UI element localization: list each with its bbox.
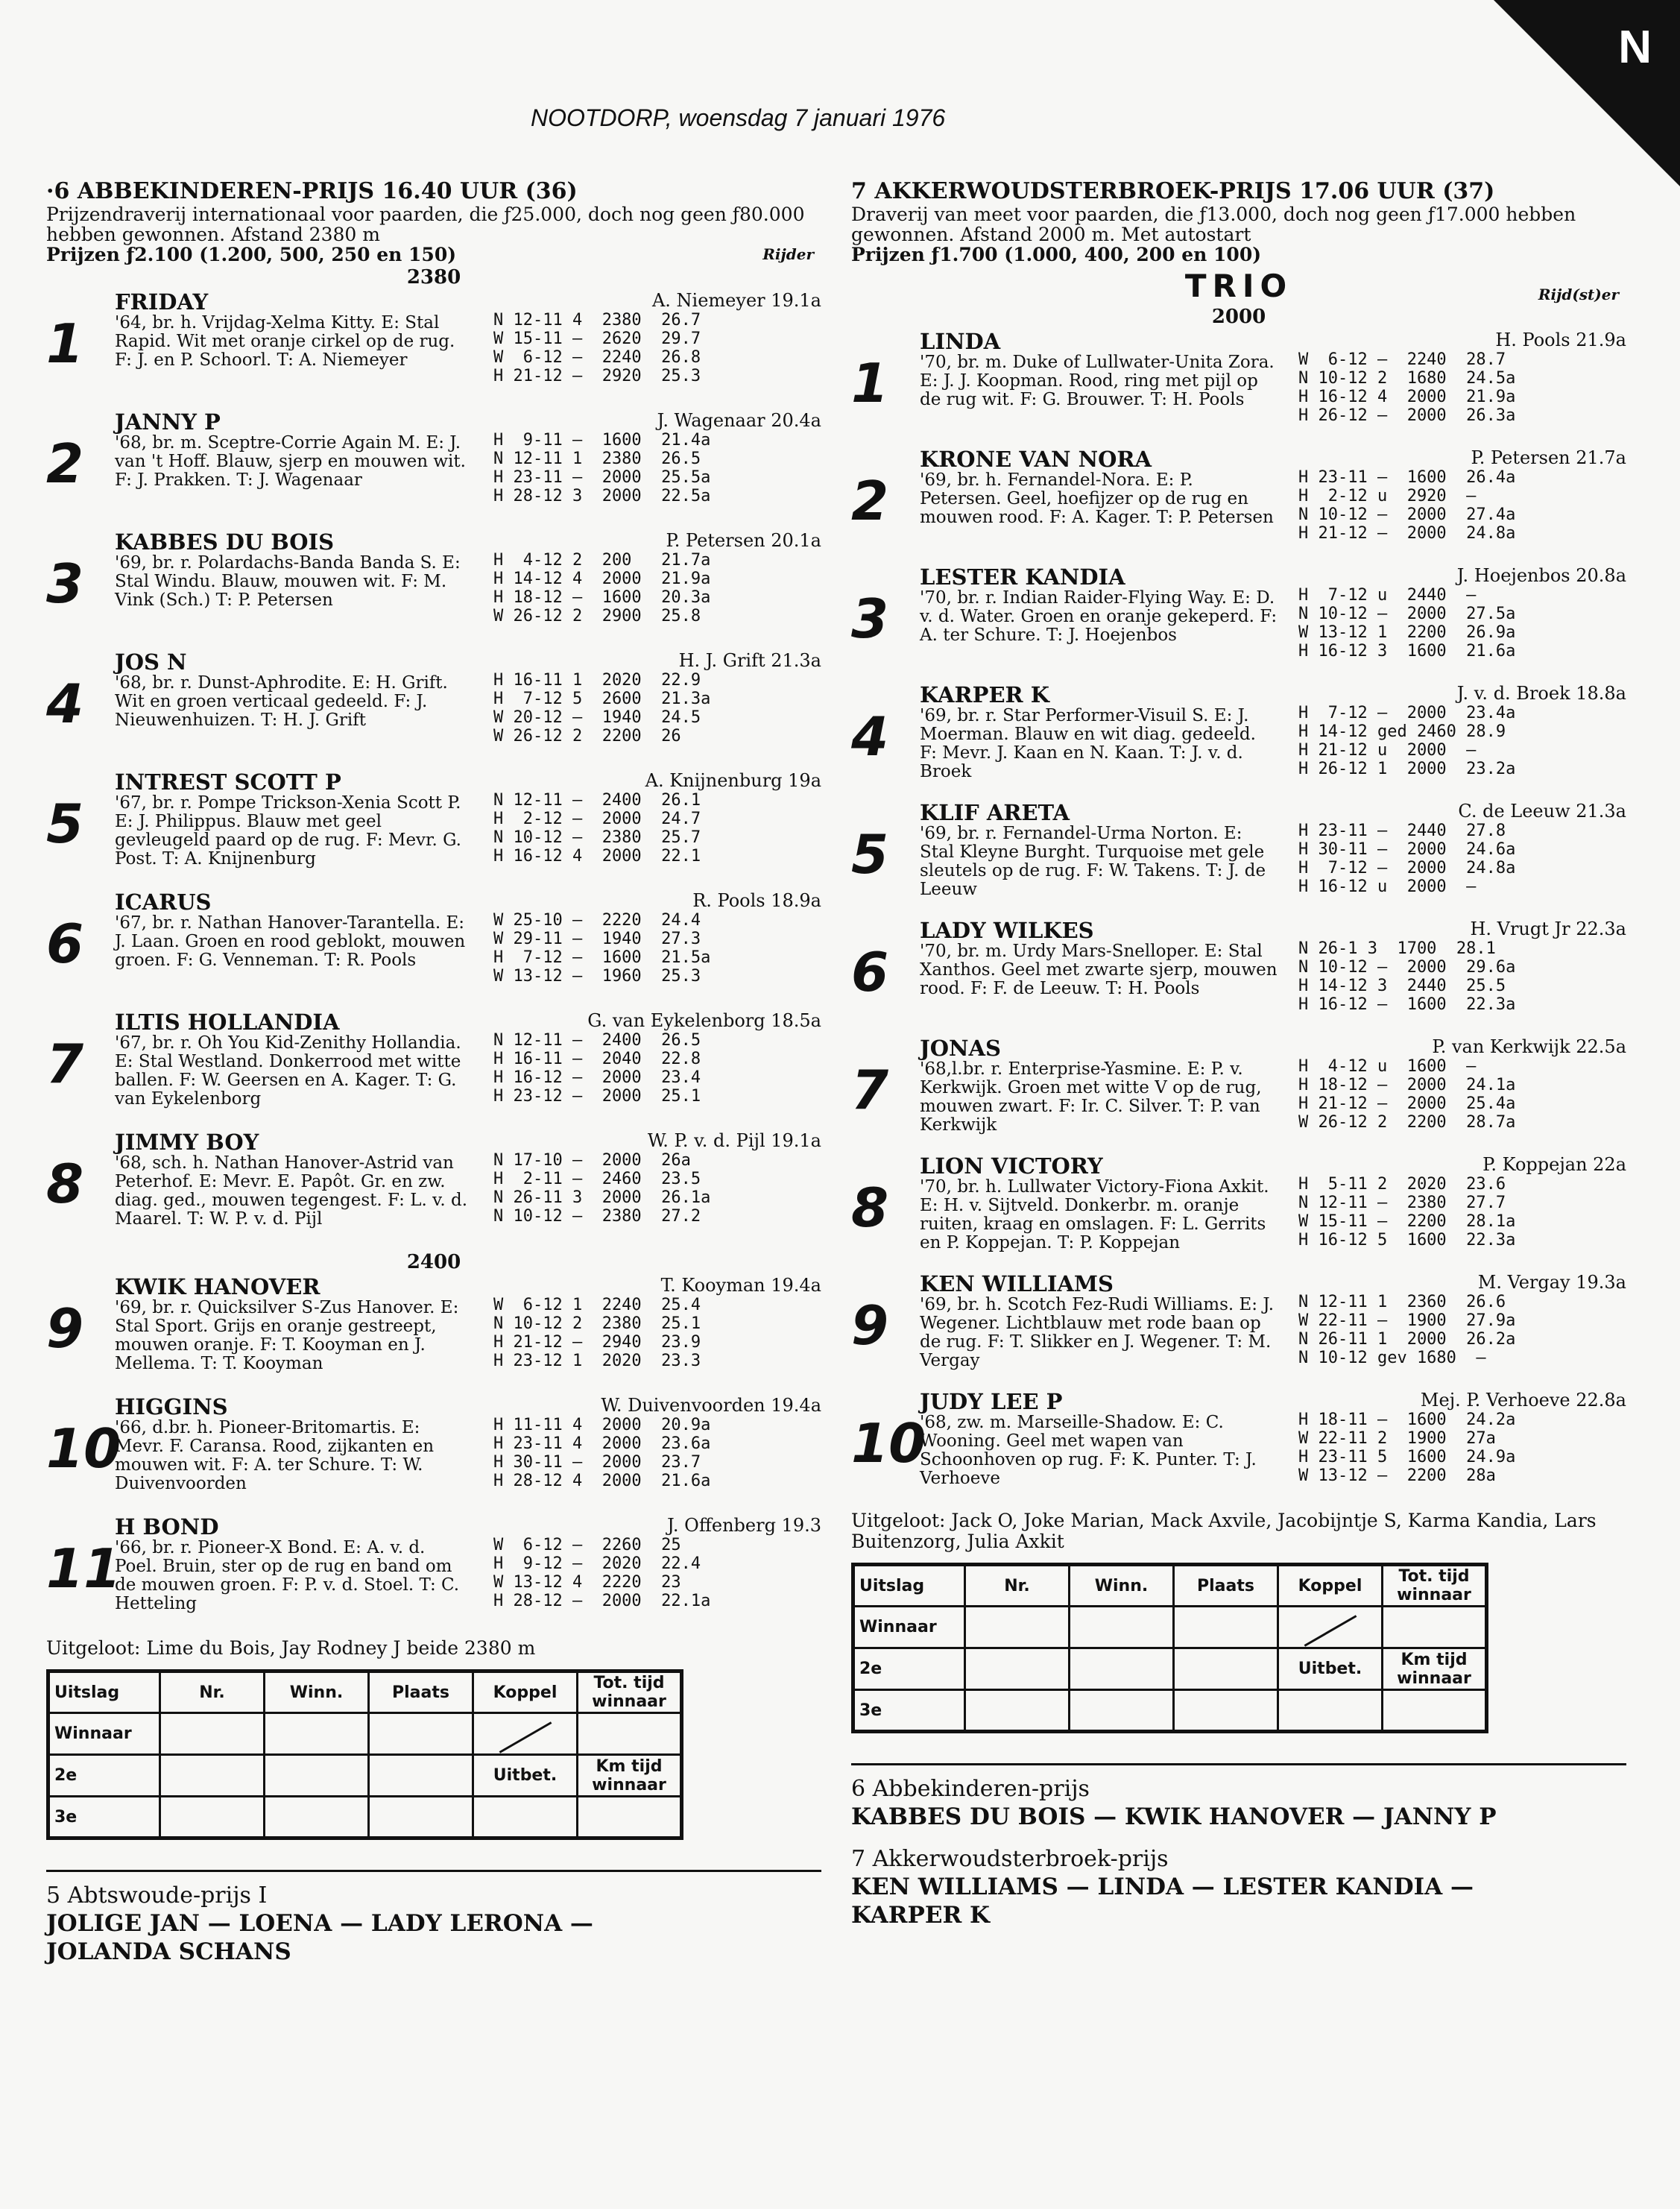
start-number: 10 — [851, 1412, 926, 1475]
result-input-cell[interactable] — [965, 1648, 1070, 1690]
horse-entry — [46, 890, 821, 1010]
prizes-text: Prijzen ƒ2.100 (1.200, 500, 250 en 150) — [46, 244, 457, 265]
prizes-text: Prijzen ƒ1.700 (1.000, 400, 200 en 100) — [851, 244, 1262, 265]
summary-line: JOLIGE JAN — LOENA — LADY LERONA — — [46, 1910, 593, 1937]
start-number: 8 — [851, 1176, 889, 1239]
form-lines: W 6-12 — 2240 28.7 N 10-12 2 1680 24.5a H 16-12 4 2000 21.9a H 26-12 — 2000 26.3a — [1298, 350, 1516, 425]
koppel-slash-cell — [473, 1713, 578, 1755]
driver-rating: H. J. Grift 21.3a — [678, 650, 821, 671]
driver-rating: G. van Eykelenborg 18.5a — [587, 1010, 821, 1031]
summary-line: JOLANDA SCHANS — [46, 1938, 291, 1965]
result-summary — [851, 1763, 1626, 1831]
race-description: Draverij van meet voor paarden, die ƒ13.000, doch nog geen ƒ17.000 hebben gewonnen. Afstand 2000 m. Met autostart — [851, 204, 1576, 245]
form-lines: H 23-11 — 2440 27.8 H 30-11 — 2000 24.6a H 7-12 — 2000 24.8a H 16-12 u 2000 — — [1298, 822, 1516, 896]
race-heading: 7 AKKERWOUDSTERBROEK-PRIJS 17.06 UUR (37) — [851, 178, 1495, 204]
start-number: 3 — [851, 587, 889, 650]
horse-name: H BOND — [115, 1514, 219, 1540]
result-header-cell: Uitslag — [48, 1671, 160, 1713]
horse-entry — [46, 410, 821, 530]
summary-line: KARPER K — [851, 1902, 990, 1929]
result-input-cell[interactable] — [160, 1713, 265, 1755]
form-lines: H 23-11 — 1600 26.4a H 2-12 u 2920 — N 10-12 — 2000 27.4a H 21-12 — 2000 24.8a — [1298, 468, 1516, 543]
start-number: 11 — [46, 1537, 121, 1600]
summary-title: 5 Abtswoude-prijs I — [46, 1882, 268, 1909]
form-lines: H 11-11 4 2000 20.9a H 23-11 4 2000 23.6a H 30-11 — 2000 23.7 H 28-12 4 2000 21.6a — [493, 1416, 711, 1490]
result-table — [46, 1669, 683, 1840]
result-summary — [851, 1835, 1626, 1929]
start-number: 6 — [851, 941, 889, 1003]
form-lines: H 9-11 — 1600 21.4a N 12-11 1 2380 26.5 H 23-11 — 2000 25.5a H 28-12 3 2000 22.5a — [493, 431, 711, 505]
horse-name: LESTER KANDIA — [920, 564, 1125, 590]
result-row — [853, 1648, 1487, 1690]
form-lines: H 7-12 — 2000 23.4a H 14-12 ged 2460 28.9 H 21-12 u 2000 — H 26-12 1 2000 23.2a — [1298, 704, 1516, 778]
horse-name: INTREST SCOTT P — [115, 769, 341, 795]
horse-info: '70, br. m. Duke of Lullwater-Unita Zora. E: J. J. Koopman. Rood, ring met pijl op de rug wit. F: G. Brouwer. T: H. Pools — [920, 353, 1275, 409]
horse-entry — [46, 1395, 821, 1515]
horse-info: '66, d.br. h. Pioneer-Britomartis. E: Mevr. F. Caransa. Rood, zijkanten en mouwen wit. F: A. ter Schure. T: W. Duivenvoorden — [115, 1418, 435, 1493]
result-input-cell[interactable] — [1383, 1690, 1487, 1732]
horse-name: ICARUS — [115, 889, 212, 915]
horse-info: '64, br. h. Vrijdag-Xelma Kitty. E: Stal Rapid. Wit met oranje cirkel op de rug. F: J. en P. Schoorl. T: A. Niemeyer — [115, 313, 455, 370]
horse-info: '67, br. r. Nathan Hanover-Tarantella. E: J. Laan. Groen en rood geblokt, mouwen groen. F: G. Venneman. T: R. Pools — [115, 913, 466, 970]
horse-name: JONAS — [920, 1036, 1001, 1061]
race-7-column — [851, 179, 1626, 1929]
dateline: NOOTDORP, woensdag 7 januari 1976 — [531, 104, 946, 131]
horse-name: JUDY LEE P — [920, 1389, 1063, 1414]
driver-rating: M. Vergay 19.3a — [1477, 1272, 1626, 1293]
result-input-cell[interactable] — [965, 1607, 1070, 1648]
form-lines: N 12-11 4 2380 26.7 W 15-11 — 2620 29.7 W 6-12 — 2240 26.8 H 21-12 — 2920 25.3 — [493, 311, 701, 385]
horse-info: '66, br. r. Pioneer-X Bond. E: A. v. d. Poel. Bruin, ster op de rug en band om de mouwen groen. F: P. v. d. Stoel. T: C. Hetteling — [115, 1538, 460, 1613]
horse-name: JIMMY BOY — [115, 1129, 259, 1155]
horse-entry — [46, 650, 821, 770]
horse-entry — [851, 1390, 1626, 1507]
result-row-label: Winnaar — [853, 1607, 965, 1648]
result-header-cell: Tot. tijd winnaar — [1383, 1565, 1487, 1607]
start-number: 6 — [46, 913, 84, 975]
result-input-cell[interactable] — [473, 1797, 578, 1838]
result-header-cell: Nr. — [965, 1565, 1070, 1607]
horse-name: HIGGINS — [115, 1394, 228, 1419]
result-input-cell[interactable] — [1174, 1648, 1278, 1690]
result-header-cell: Koppel — [473, 1671, 578, 1713]
horse-info: '69, br. r. Star Performer-Visuil S. E: J. Moerman. Blauw en wit diag. gedeeld. F: Mevr. J. Kaan en N. Kaan. T: J. v. d. Broek — [920, 706, 1256, 781]
excluded-horses: Uitgeloot: Lime du Bois, Jay Rodney J beide 2380 m — [46, 1637, 536, 1659]
uitbet-cell: Uitbet. — [473, 1755, 578, 1797]
result-row-label: 2e — [853, 1648, 965, 1690]
horse-info: '70, br. r. Indian Raider-Flying Way. E: D. v. d. Water. Groen en oranje gekeperd. F: A. ter Schure. T: J. Hoejenbos — [920, 588, 1278, 645]
result-input-cell[interactable] — [160, 1797, 265, 1838]
driver-rating: Mej. P. Verhoeve 22.8a — [1420, 1390, 1626, 1411]
summary-title: 7 Akkerwoudsterbroek-prijs — [851, 1846, 1169, 1872]
horse-entry — [851, 801, 1626, 918]
result-input-cell[interactable] — [965, 1690, 1070, 1732]
result-input-cell[interactable] — [265, 1713, 369, 1755]
horse-info: '69, br. r. Fernandel-Urma Norton. E: Stal Kleyne Burght. Turquoise met gele sleutels op de rug. F: W. Takens. T: J. de Leeuw — [920, 824, 1266, 899]
horse-info: '69, br. r. Quicksilver S-Zus Hanover. E: Stal Sport. Grijs en oranje gestreept, mouwen oranje. F: T. Kooyman en J. Mellema. T: T. Kooyman — [115, 1298, 459, 1373]
rijder-label: Rijder — [762, 245, 814, 263]
result-header-cell: Plaats — [1174, 1565, 1278, 1607]
horse-info: '68, sch. h. Nathan Hanover-Astrid van Peterhof. E: Mevr. E. Papôt. Gr. en zw. diag. ged., mouwen tegengest. F: L. v. d. Maarel. T: W. P. v. d. Pijl — [115, 1153, 468, 1229]
form-lines: W 6-12 1 2240 25.4 N 10-12 2 2380 25.1 H 21-12 — 2940 23.9 H 23-12 1 2020 23.3 — [493, 1296, 701, 1370]
horse-entry — [851, 330, 1626, 447]
driver-rating: W. P. v. d. Pijl 19.1a — [647, 1130, 821, 1151]
driver-rating: A. Niemeyer 19.1a — [651, 290, 821, 311]
horse-entry — [46, 530, 821, 650]
horse-entry — [851, 918, 1626, 1036]
horse-name: KLIF ARETA — [920, 800, 1070, 825]
distance-label: 2380 — [406, 266, 461, 289]
result-input-cell[interactable] — [1383, 1607, 1487, 1648]
result-input-cell[interactable] — [578, 1713, 682, 1755]
result-input-cell[interactable] — [265, 1755, 369, 1797]
driver-rating: T. Kooyman 19.4a — [660, 1275, 821, 1296]
driver-rating: R. Pools 18.9a — [692, 890, 821, 911]
start-number: 2 — [851, 470, 889, 532]
driver-rating: H. Vrugt Jr 22.3a — [1470, 918, 1626, 939]
start-number: 10 — [46, 1417, 121, 1480]
result-input-cell[interactable] — [369, 1755, 473, 1797]
result-header-cell: Nr. — [160, 1671, 265, 1713]
result-input-cell[interactable] — [1070, 1607, 1174, 1648]
result-header-cell: Plaats — [369, 1671, 473, 1713]
corner-badge — [1494, 0, 1680, 186]
horse-entry — [851, 683, 1626, 801]
form-lines: N 26-1 3 1700 28.1 N 10-12 — 2000 29.6a H 14-12 3 2440 25.5 H 16-12 — 1600 22.3a — [1298, 939, 1516, 1014]
horse-info: '69, br. r. Polardachs-Banda Banda S. E: Stal Windu. Blauw, mouwen wit. F: M. Vink (Sch.) T: P. Petersen — [115, 553, 461, 610]
form-lines: H 16-11 1 2020 22.9 H 7-12 5 2600 21.3a W 20-12 — 1940 24.5 W 26-12 2 2200 26 — [493, 671, 711, 746]
driver-rating: A. Knijnenburg 19a — [645, 770, 821, 791]
start-number: 9 — [851, 1294, 889, 1357]
horse-info: '68, br. m. Sceptre-Corrie Again M. E: J. van 't Hoff. Blauw, sjerp en mouwen wit. F: J. Prakken. T: J. Wagenaar — [115, 433, 466, 490]
start-number: 2 — [46, 432, 84, 495]
start-number: 9 — [46, 1297, 84, 1360]
driver-rating: P. Koppejan 22a — [1482, 1154, 1626, 1175]
start-number: 7 — [851, 1059, 889, 1121]
horse-info: '67, br. r. Oh You Kid-Zenithy Hollandia. E: Stal Westland. Donkerrood met witte ballen. F: W. Geersen en A. Kager. T: G. van Eykelenborg — [115, 1033, 461, 1109]
result-input-cell[interactable] — [578, 1797, 682, 1838]
start-number: 1 — [851, 352, 889, 415]
horse-info: '69, br. h. Scotch Fez-Rudi Williams. E: J. Wegener. Lichtblauw met rode baan op de rug. F: T. Slikker en J. Wegener. T: M. Vergay — [920, 1295, 1275, 1370]
form-lines: H 4-12 2 200 21.7a H 14-12 4 2000 21.9a H 18-12 — 1600 20.3a W 26-12 2 2900 25.8 — [493, 551, 711, 625]
horse-name: JOS N — [115, 649, 187, 675]
horse-info: '68, zw. m. Marseille-Shadow. E: C. Wooning. Geel met wapen van Schoonhoven op rug. F: K. Punter. T: J. Verhoeve — [920, 1413, 1257, 1488]
driver-rating: J. Hoejenbos 20.8a — [1456, 565, 1626, 586]
result-input-cell[interactable] — [1070, 1690, 1174, 1732]
result-header-cell: Tot. tijd winnaar — [578, 1671, 682, 1713]
driver-rating: C. de Leeuw 21.3a — [1458, 801, 1626, 822]
start-number: 4 — [46, 672, 84, 735]
start-number: 3 — [46, 552, 84, 615]
start-number: 8 — [46, 1153, 84, 1215]
horse-entry — [851, 447, 1626, 565]
trio-label: TRIO — [1184, 268, 1293, 304]
horse-name: KEN WILLIAMS — [920, 1271, 1114, 1296]
form-lines: H 4-12 u 1600 — H 18-12 — 2000 24.1a H 21-12 — 2000 25.4a W 26-12 2 2200 28.7a — [1298, 1057, 1516, 1132]
koppel-slash-cell — [1278, 1607, 1383, 1648]
result-input-cell[interactable] — [1070, 1648, 1174, 1690]
form-lines: N 12-11 — 2400 26.1 H 2-12 — 2000 24.7 N 10-12 — 2380 25.7 H 16-12 4 2000 22.1 — [493, 791, 701, 866]
result-input-cell[interactable] — [265, 1797, 369, 1838]
distance-label: 2000 — [1211, 306, 1266, 328]
result-row-label: 3e — [48, 1797, 160, 1838]
km-tijd-cell: Km tijd winnaar — [578, 1755, 682, 1797]
race-description: Prijzendraverij internationaal voor paarden, die ƒ25.000, doch nog geen ƒ80.000 hebben gewonnen. Afstand 2380 m — [46, 204, 805, 245]
driver-rating: W. Duivenvoorden 19.4a — [601, 1395, 821, 1416]
horse-entry — [46, 1130, 821, 1250]
race-6-column — [46, 179, 821, 1966]
result-input-cell[interactable] — [369, 1797, 473, 1838]
result-summary — [46, 1870, 821, 1966]
horse-info: '70, br. m. Urdy Mars-Snelloper. E: Stal Xanthos. Geel met zwarte sjerp, mouwen rood. F: F. de Leeuw. T: H. Pools — [920, 942, 1278, 998]
horse-name: LION VICTORY — [920, 1153, 1103, 1179]
horse-entry — [851, 565, 1626, 683]
horse-name: LINDA — [920, 329, 1001, 354]
horse-entry — [46, 1515, 821, 1635]
horse-name: JANNY P — [115, 409, 221, 435]
result-table-header — [853, 1565, 1487, 1607]
horse-name: KABBES DU BOIS — [115, 529, 335, 555]
form-lines: H 7-12 u 2440 — N 10-12 — 2000 27.5a W 13-12 1 2200 26.9a H 16-12 3 1600 21.6a — [1298, 586, 1516, 661]
form-lines: N 12-11 — 2400 26.5 H 16-11 — 2040 22.8 H 16-12 — 2000 23.4 H 23-12 — 2000 25.1 — [493, 1031, 701, 1106]
result-row — [853, 1690, 1487, 1732]
form-lines: H 18-11 — 1600 24.2a W 22-11 2 1900 27a H 23-11 5 1600 24.9a W 13-12 — 2200 28a — [1298, 1411, 1516, 1485]
horse-entry — [851, 1272, 1626, 1390]
horse-entry — [46, 770, 821, 890]
driver-rating: J. v. d. Broek 18.8a — [1456, 683, 1626, 704]
result-row-label: 3e — [853, 1690, 965, 1732]
result-input-cell[interactable] — [369, 1713, 473, 1755]
horse-entry — [46, 290, 821, 410]
driver-rating: H. Pools 21.9a — [1495, 330, 1626, 350]
form-lines: W 6-12 — 2260 25 H 9-12 — 2020 22.4 W 13-12 4 2220 23 H 28-12 — 2000 22.1a — [493, 1536, 711, 1610]
race-heading: ·6 ABBEKINDEREN-PRIJS 16.40 UUR (36) — [46, 178, 578, 204]
result-row-label: Winnaar — [48, 1713, 160, 1755]
result-input-cell[interactable] — [1278, 1690, 1383, 1732]
result-header-cell: Uitslag — [853, 1565, 965, 1607]
summary-line: KEN WILLIAMS — LINDA — LESTER KANDIA — — [851, 1874, 1474, 1900]
horse-info: '68, br. r. Dunst-Aphrodite. E: H. Grift. Wit en groen verticaal gedeeld. F: J. Nieuwenhuizen. T: H. J. Grift — [115, 673, 448, 730]
result-input-cell[interactable] — [160, 1755, 265, 1797]
start-number: 5 — [851, 823, 889, 886]
start-number: 5 — [46, 792, 84, 855]
driver-rating: P. van Kerkwijk 22.5a — [1432, 1036, 1626, 1057]
driver-rating: P. Petersen 21.7a — [1471, 447, 1626, 468]
horse-entry — [851, 1154, 1626, 1272]
start-number: 1 — [46, 312, 84, 375]
horse-entry — [46, 1010, 821, 1130]
result-header-cell: Koppel — [1278, 1565, 1383, 1607]
form-lines: W 25-10 — 2220 24.4 W 29-11 — 1940 27.3 H 7-12 — 1600 21.5a W 13-12 — 1960 25.3 — [493, 911, 711, 986]
distance-label: 2400 — [406, 1251, 461, 1273]
slash-mark — [1304, 1615, 1357, 1647]
horse-name: KRONE VAN NORA — [920, 447, 1152, 472]
slash-mark — [499, 1721, 552, 1753]
horse-name: LADY WILKES — [920, 918, 1094, 943]
result-row-label: 2e — [48, 1755, 160, 1797]
result-header-cell: Winn. — [1070, 1565, 1174, 1607]
driver-rating: J. Wagenaar 20.4a — [657, 410, 821, 431]
result-input-cell[interactable] — [1174, 1607, 1278, 1648]
result-row — [48, 1713, 682, 1755]
horse-info: '70, br. h. Lullwater Victory-Fiona Axkit. E: H. v. Sijtveld. Donkerbr. m. oranje ruiten, kraag en omslagen. F: L. Gerrits en P. Koppejan. T: P. Koppejan — [920, 1177, 1269, 1252]
driver-rating: J. Offenberg 19.3 — [667, 1515, 821, 1536]
result-table-header — [48, 1671, 682, 1713]
form-lines: H 5-11 2 2020 23.6 N 12-11 — 2380 27.7 W 15-11 — 2200 28.1a H 16-12 5 1600 22.3a — [1298, 1175, 1516, 1250]
horse-name: FRIDAY — [115, 289, 209, 315]
horse-info: '67, br. r. Pompe Trickson-Xenia Scott P. E: J. Philippus. Blauw met geel gevleugeld paard op de rug. F: Mevr. G. Post. T: A. Knijnenburg — [115, 793, 461, 869]
result-row — [48, 1755, 682, 1797]
result-header-cell: Winn. — [265, 1671, 369, 1713]
excluded-horses: Uitgeloot: Jack O, Joke Marian, Mack Axvile, Jacobijntje S, Karma Kandia, Lars Buitenzorg, Julia Axkit — [851, 1510, 1597, 1552]
rijder-label: Rijd(st)er — [1538, 286, 1619, 303]
summary-line: KABBES DU BOIS — KWIK HANOVER — JANNY P — [851, 1803, 1497, 1830]
horse-info: '68,l.br. r. Enterprise-Yasmine. E: P. v. Kerkwijk. Groen met witte V op de rug, mouwen zwart. F: Ir. C. Silver. T: P. van Kerkwijk — [920, 1059, 1262, 1135]
km-tijd-cell: Km tijd winnaar — [1383, 1648, 1487, 1690]
start-number: 4 — [851, 705, 889, 768]
result-row — [853, 1607, 1487, 1648]
race-prizes — [46, 245, 821, 265]
summary-title: 6 Abbekinderen-prijs — [851, 1776, 1090, 1802]
horse-name: ILTIS HOLLANDIA — [115, 1009, 340, 1035]
result-table — [851, 1563, 1488, 1733]
corner-badge-letter: N — [1618, 22, 1652, 73]
form-lines: N 17-10 — 2000 26a H 2-11 — 2460 23.5 N 26-11 3 2000 26.1a N 10-12 — 2380 27.2 — [493, 1151, 711, 1226]
driver-rating: P. Petersen 20.1a — [666, 530, 821, 551]
result-row — [48, 1797, 682, 1838]
result-input-cell[interactable] — [1174, 1690, 1278, 1732]
horse-info: '69, br. h. Fernandel-Nora. E: P. Petersen. Geel, hoefijzer op de rug en mouwen rood. F: A. Kager. T: P. Petersen — [920, 470, 1274, 527]
uitbet-cell: Uitbet. — [1278, 1648, 1383, 1690]
start-number: 7 — [46, 1033, 84, 1095]
horse-name: KARPER K — [920, 682, 1049, 708]
form-lines: N 12-11 1 2360 26.6 W 22-11 — 1900 27.9a N 26-11 1 2000 26.2a N 10-12 gev 1680 — — [1298, 1293, 1516, 1367]
horse-name: KWIK HANOVER — [115, 1274, 320, 1299]
horse-entry — [46, 1275, 821, 1395]
horse-entry — [851, 1036, 1626, 1154]
